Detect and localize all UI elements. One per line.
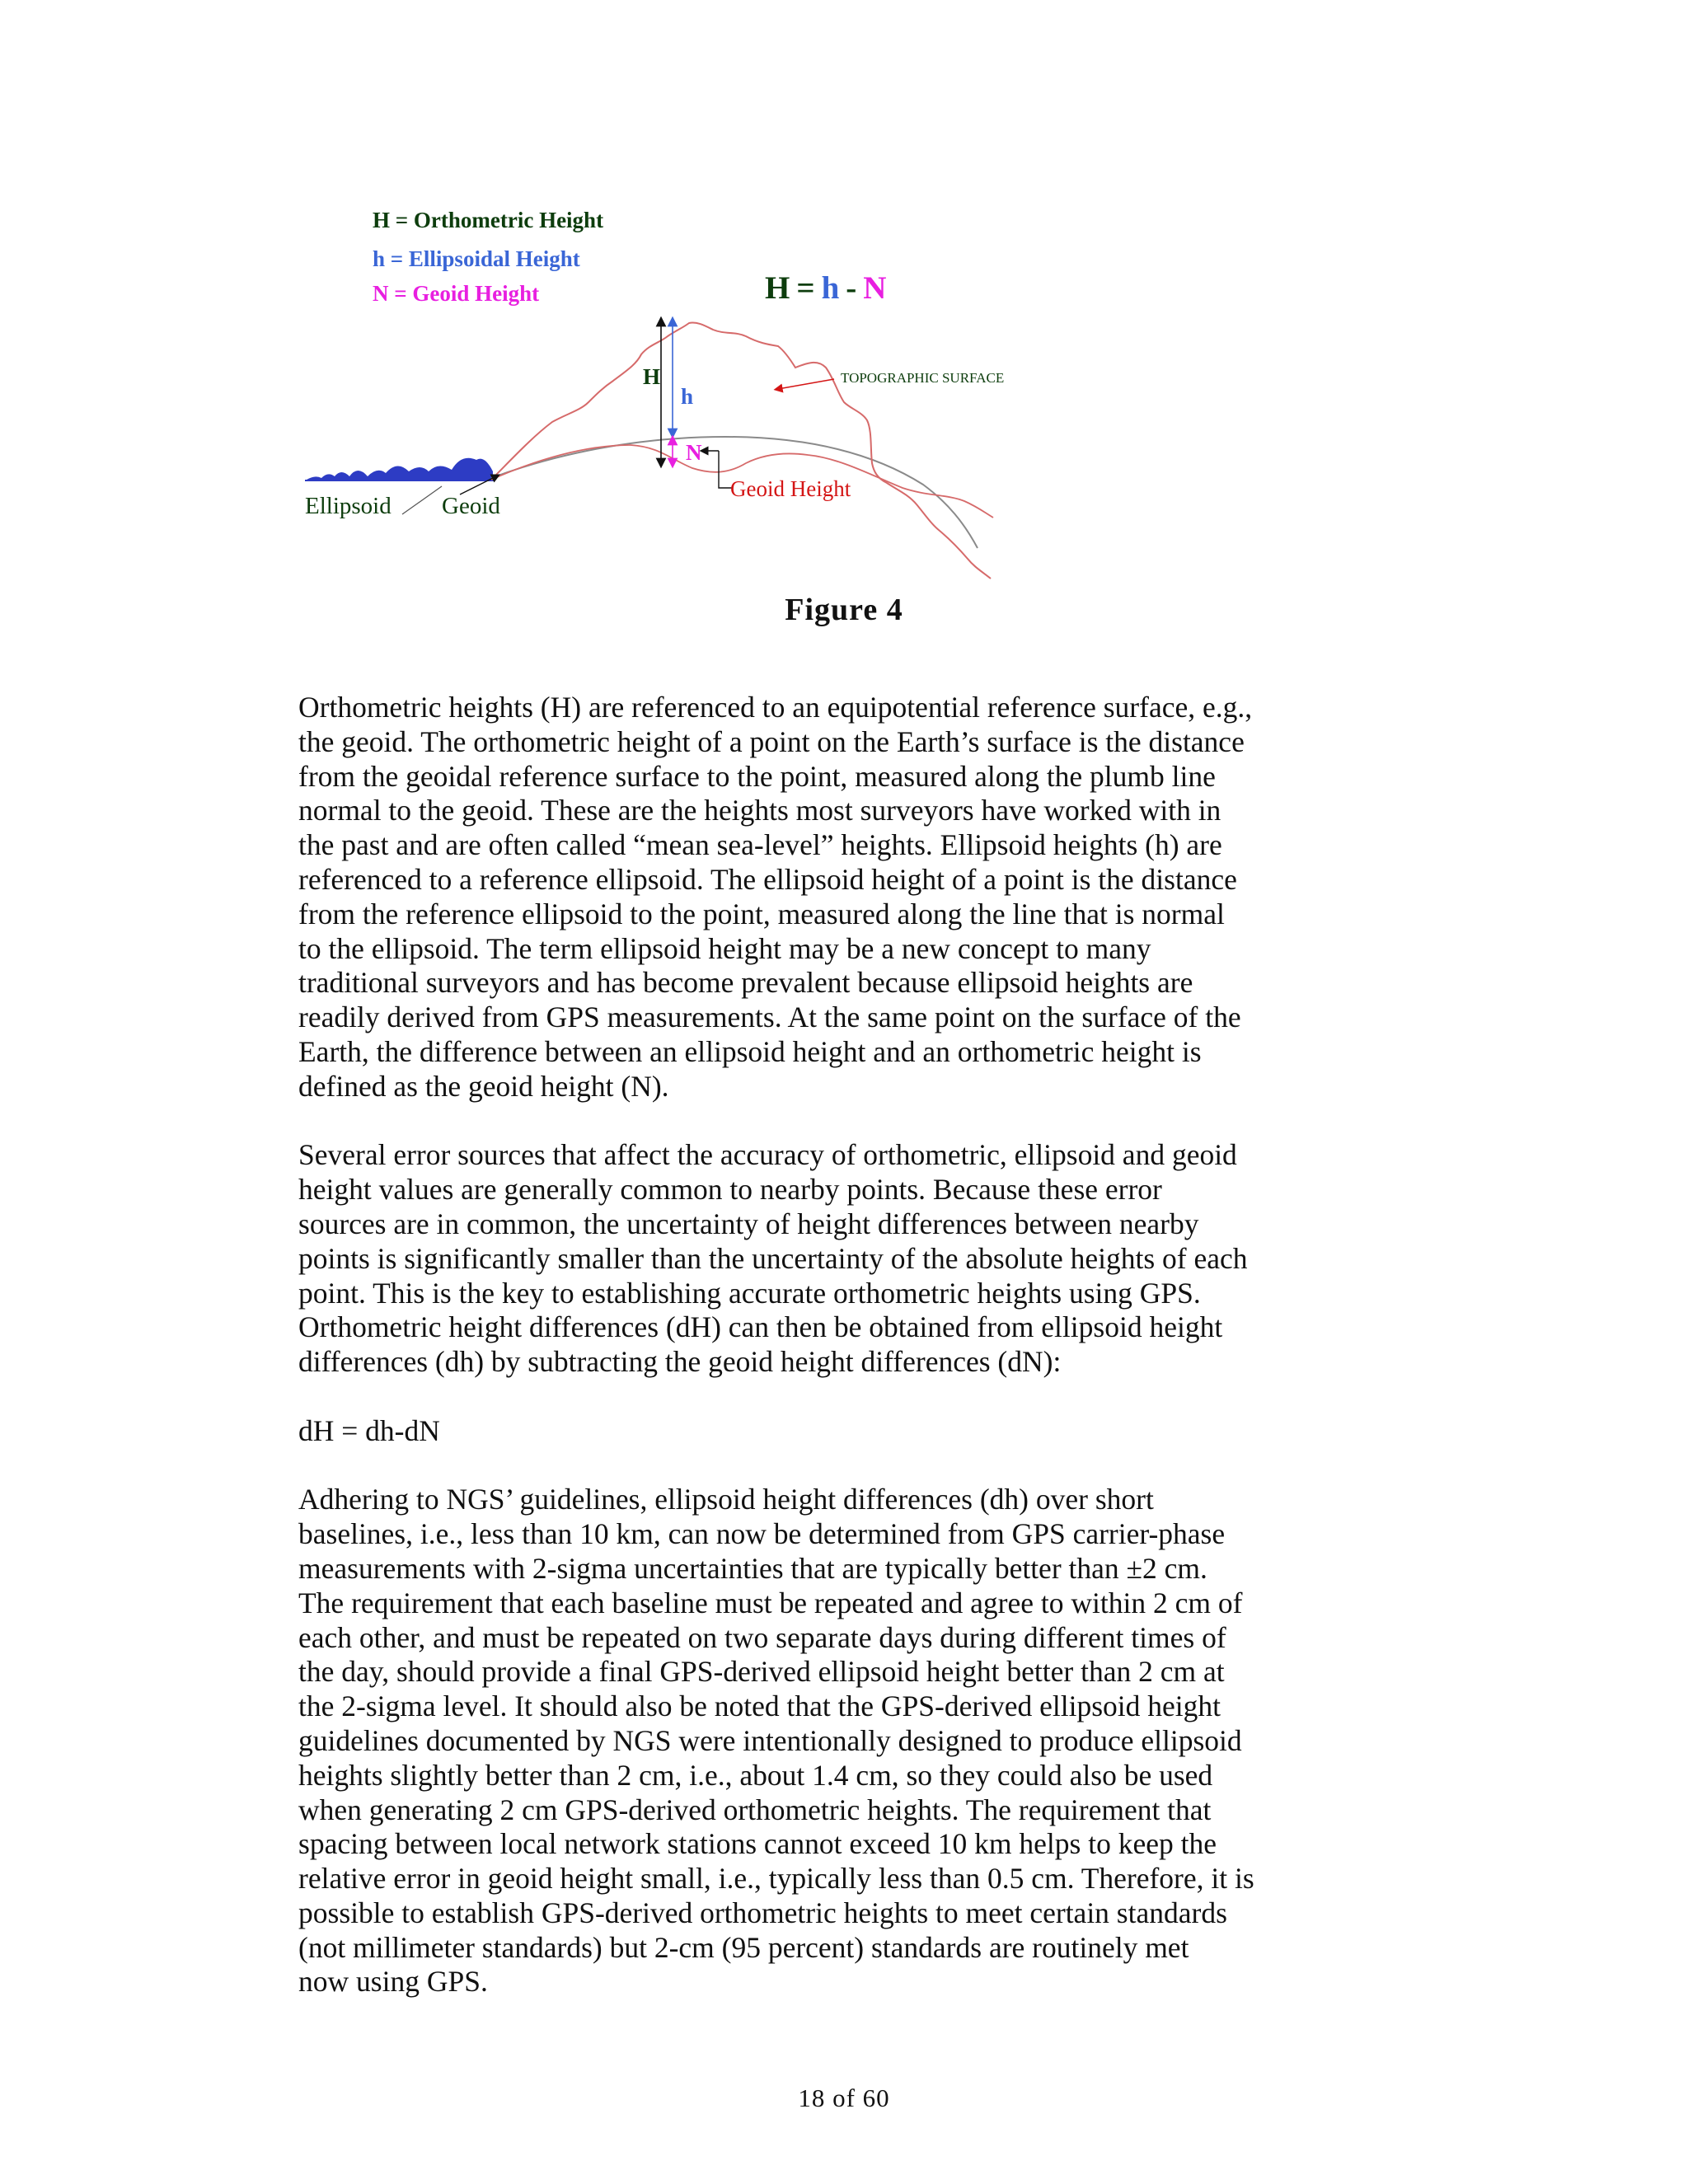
equation-h: h: [821, 270, 840, 306]
topographic-surface: [491, 323, 991, 579]
height-diagram-svg: [297, 198, 1022, 585]
height-difference-equation: dH = dh-dN: [298, 1413, 440, 1447]
label-h: h: [681, 384, 694, 409]
legend-ellipsoidal-height: h = Ellipsoidal Height: [373, 246, 580, 271]
legend-geoid-height: N = Geoid Height: [373, 281, 540, 306]
label-geoid-height: Geoid Height: [730, 476, 851, 501]
figure-caption: Figure 4: [785, 593, 903, 627]
label-topographic-surface: TOPOGRAPHIC SURFACE: [841, 370, 1005, 386]
ocean-waves: [307, 458, 493, 480]
paragraph-orthometric-heights: Orthometric heights (H) are referenced to an equipotential reference surface, e.g., the geoid. The orthometric height of a point on the Earth’s surface is the distance from the geoidal reference surface to the point, measured along the plumb line normal to the geoid. These are the heights most surveyors have worked with in the past and are often called “mean sea-level” heights. Ellipsoid heights (h) are referenced to a reference ellipsoid. The ellipsoid height of a point is the distance from the reference ellipsoid to the point, measured along the line that is normal to the ellipsoid. The term ellipsoid height may be a new concept to many traditional surveyors and has become prevalent because ellipsoid heights are readily derived from GPS measurements. At the same point on the surface of the Earth, the difference between an ellipsoid height and an orthometric height is defined as the geoid height (N).: [298, 691, 1253, 1103]
equation-minus: -: [846, 270, 857, 306]
topographic-pointer-arrow: [778, 379, 834, 389]
label-N: N: [686, 440, 702, 465]
paragraph-error-sources: Several error sources that affect the accuracy of orthometric, ellipsoid and geoid height values are generally common to nearby points. Because these error sources are in common, the uncertainty of height differences between nearby points is significantly smaller than the uncertainty of the absolute heights of each point. This is the key to establishing accurate orthometric heights using GPS. Orthometric height differences (dH) can then be obtained from ellipsoid height differences (dh) by subtracting the geoid height differences (dN):: [298, 1138, 1248, 1379]
equation-N: N: [863, 270, 887, 306]
page-number: 18 of 60: [798, 2083, 890, 2112]
height-diagram-figure: [297, 198, 1022, 585]
body-text: [298, 691, 1403, 2034]
label-ellipsoid: Ellipsoid: [305, 493, 392, 519]
label-H: H: [643, 364, 661, 389]
label-geoid: Geoid: [442, 493, 500, 519]
legend-orthometric-height: H = Orthometric Height: [373, 208, 604, 232]
height-equation: [765, 270, 886, 306]
equation-H: H: [765, 270, 790, 306]
paragraph-ngs-guidelines: Adhering to NGS’ guidelines, ellipsoid height differences (dh) over short baselines, i.e., less than 10 km, can now be determined from GPS carrier-phase measurements with 2-sigma uncertainties that are typically better than ±2 cm. The requirement that each baseline must be repeated and agree to within 2 cm of each other, and must be repeated on two separate days during different times of the day, should provide a final GPS-derived ellipsoid height better than 2 cm at the 2-sigma level. It should also be noted that the GPS-derived ellipsoid height guidelines documented by NGS were intentionally designed to produce ellipsoid heights slightly better than 2 cm, i.e., about 1.4 cm, so they could also be used when generating 2 cm GPS-derived orthometric heights. The requirement that spacing between local network stations cannot exceed 10 km helps to keep the relative error in geoid height small, i.e., typically less than 0.5 cm. Therefore, it is possible to establish GPS-derived orthometric heights to meet certain standards (not millimeter standards) but 2-cm (95 percent) standards are routinely met now using GPS.: [298, 1483, 1254, 1999]
ellipsoid-label-leader: [402, 486, 442, 514]
equation-equals: =: [796, 270, 815, 306]
